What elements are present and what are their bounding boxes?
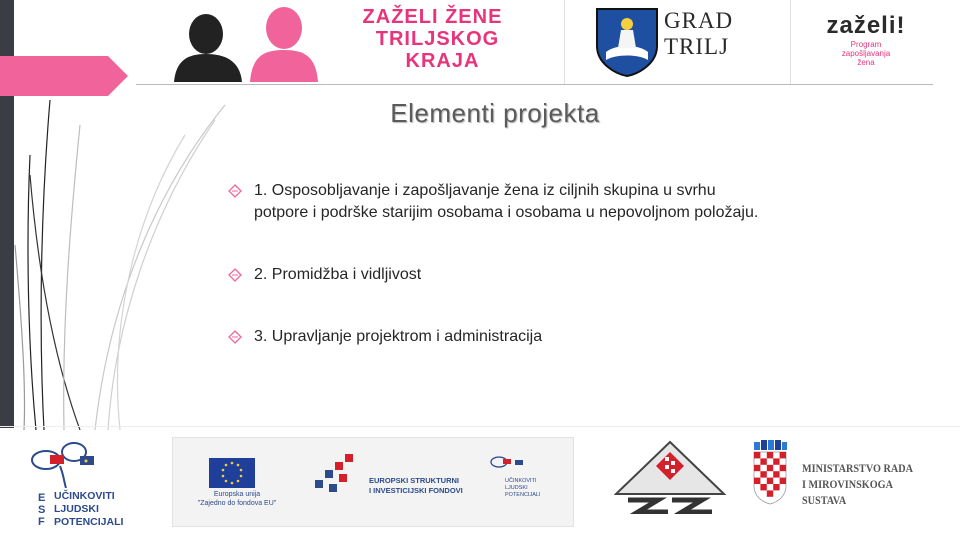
zazeli-brand: zaželi! — [826, 12, 906, 39]
esf-line3: POTENCIJALI — [54, 516, 124, 528]
esf-small-line3: POTENCIJALI — [505, 492, 541, 498]
campaign-logo-text — [330, 6, 535, 78]
bullet-text-2: 2. Promidžba i vidljivost — [254, 266, 422, 283]
esf-small-line1: UČINKOVITI — [505, 478, 537, 484]
bullet-text-3: 3. Upravljanje projektrom i administracija — [254, 328, 543, 345]
campaign-logo-line1: ZAŽELI ŽENE — [362, 6, 503, 28]
esf-small-flower-icon — [487, 450, 527, 480]
esf-logo — [20, 436, 145, 532]
esi-text — [369, 476, 463, 496]
ministry-line1: MINISTARSTVO RADA — [802, 461, 913, 475]
eu-line2: "Zajedno do fondova EU" — [197, 500, 277, 507]
ministry-line2: I MIROVINSKOGA SUSTAVA — [802, 477, 893, 507]
campaign-logo-line3: KRAJA — [405, 50, 480, 72]
esi-squares-icon — [315, 454, 365, 494]
header-divider-2 — [790, 0, 791, 84]
decorative-lines — [0, 95, 230, 430]
eu-caption — [187, 490, 287, 508]
esi-line2: I INVESTICIJSKI FONDOVI — [369, 486, 463, 495]
program-line2: zapošljavanja — [841, 49, 891, 58]
trilj-label: TRILJ — [664, 34, 730, 59]
ministry-name — [802, 460, 936, 508]
zazeli-program-logo — [806, 12, 926, 67]
eu-funds-logo-band — [172, 437, 574, 527]
esf-small-text — [505, 478, 540, 499]
esi-line1: EUROPSKI STRUKTURNI — [369, 476, 460, 485]
diamond-bullet-icon — [228, 268, 242, 282]
diamond-bullet-icon — [228, 184, 242, 198]
grad-label: GRAD — [664, 8, 734, 33]
program-line1: Program — [850, 40, 882, 49]
diamond-bullet-icon — [228, 330, 242, 344]
esf-text — [54, 490, 123, 529]
footer-separator — [0, 426, 960, 427]
bullet-text-1 — [254, 180, 854, 224]
esf-small-line2: LJUDSKI — [505, 485, 528, 491]
header-rule — [136, 84, 933, 85]
bullet-1-line1: 1. Osposobljavanje i zapošljavanje žena iz ciljnih skupina u svrhu — [254, 182, 716, 199]
women-silhouettes-icon — [170, 6, 320, 82]
esf-flower-icon — [24, 438, 104, 488]
program-line3: žena — [857, 58, 875, 67]
header-divider-1 — [564, 0, 565, 84]
esf-letters: ESF — [38, 492, 46, 528]
eu-flag-icon — [209, 458, 255, 488]
slide-title: Elementi projekta — [390, 98, 600, 128]
campaign-logo-line2: TRILJSKOG — [375, 28, 500, 50]
croatian-coat-of-arms-icon — [752, 440, 788, 506]
eu-line1: Europska unija — [213, 491, 261, 498]
grad-trilj-name — [664, 8, 733, 60]
esf-line1: UČINKOVITI — [54, 490, 115, 502]
hzz-employment-service-logo-icon — [614, 440, 726, 514]
grad-trilj-coat-of-arms-icon — [594, 6, 660, 78]
bullet-1-line2: potpore i podrške starijim osobama i osobama u nepovoljnom položaju. — [254, 204, 759, 221]
pink-arrow-decoration — [0, 56, 128, 96]
esf-line2: LJUDSKI — [54, 503, 99, 515]
